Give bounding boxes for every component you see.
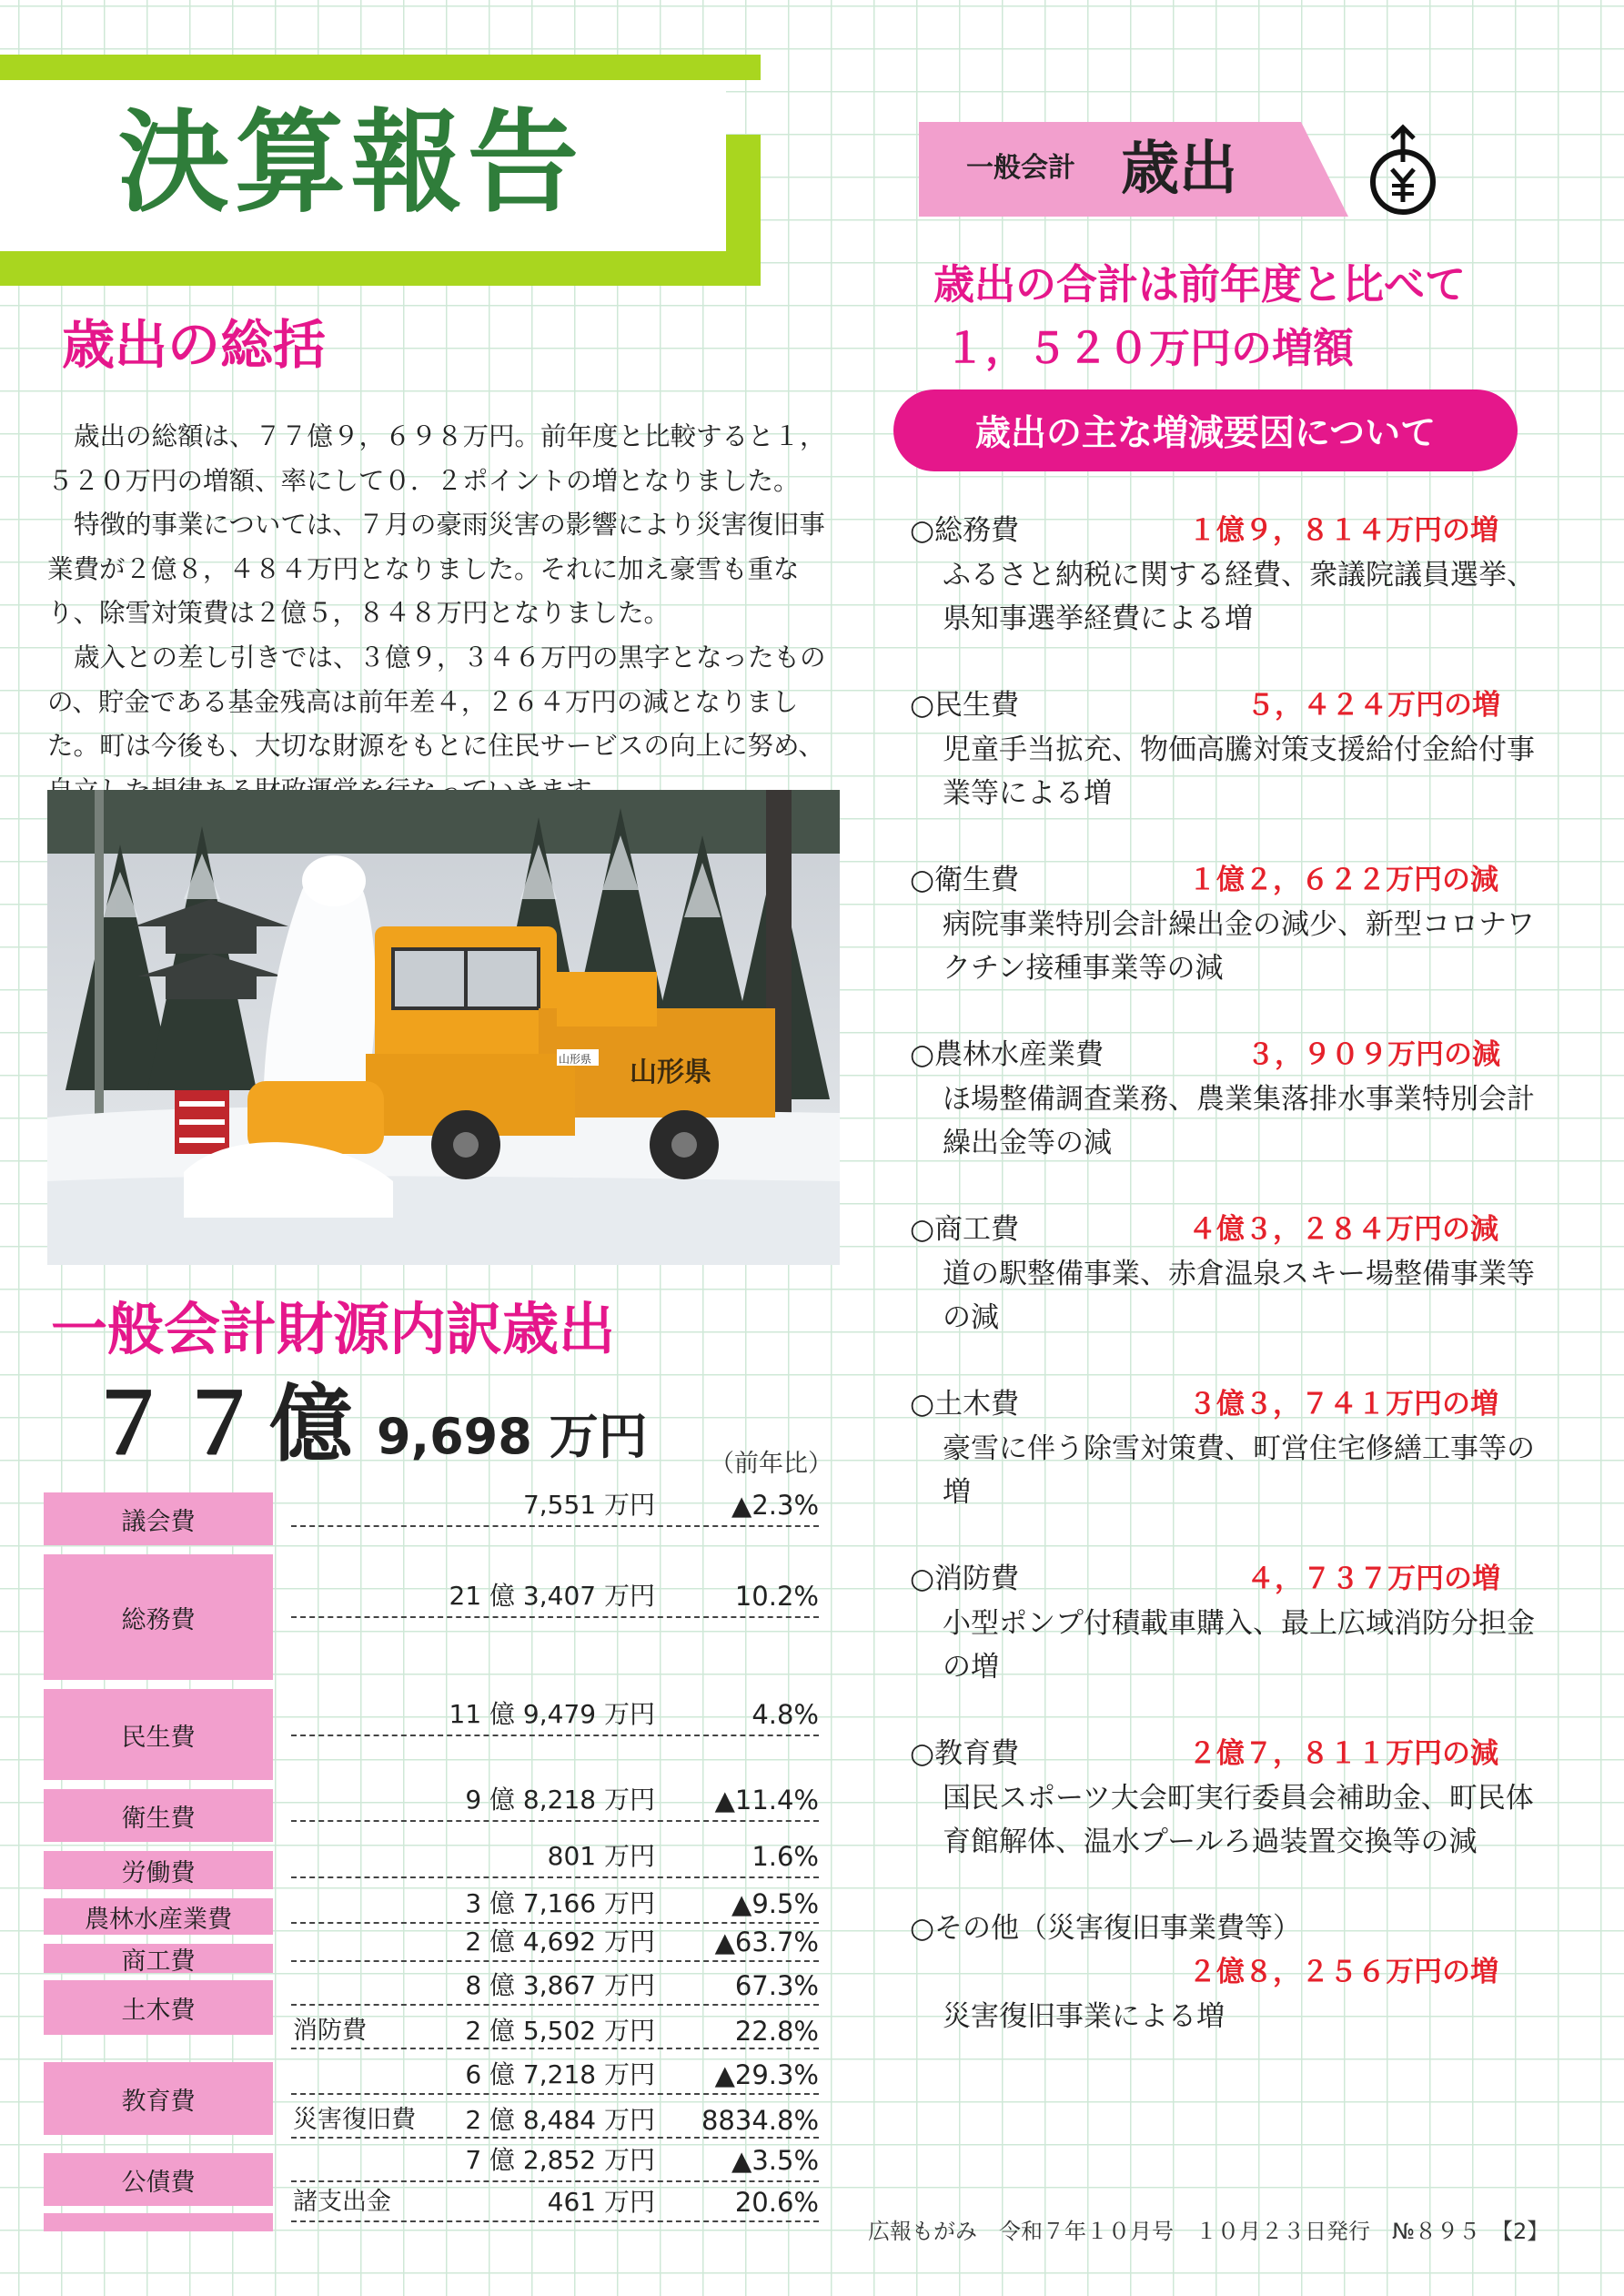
factors-title: 歳出の主な増減要因について xyxy=(893,389,1518,471)
row-amount: 801 万円 xyxy=(547,1841,655,1871)
title-frame-top xyxy=(0,55,761,80)
category-label-continuation xyxy=(44,2213,273,2231)
truck-sign: 山形県 xyxy=(630,1057,711,1088)
row-pct: 10.2% xyxy=(734,1581,819,1612)
row-amount: 461 万円 xyxy=(547,2187,655,2217)
factor-amount: ４，７３７万円の増 xyxy=(1246,1563,1500,1595)
row-amount: 3 億 7,166 万円 xyxy=(465,1888,655,1918)
factor-desc: ふるさと納税に関する経費、衆議院議員選挙、県知事選挙経費による増 xyxy=(943,559,1535,635)
total-sub: 9,698 万円 xyxy=(377,1408,648,1465)
factor-name: ○商工費 xyxy=(910,1213,1020,1246)
factor-desc: 児童手当拡充、物価高騰対策支援給付金給付事業等による増 xyxy=(943,733,1535,810)
breakdown-total xyxy=(87,1376,648,1473)
factor-desc: 病院事業特別会計繰出金の減少、新型コロナワクチン接種事業等の減 xyxy=(943,908,1535,985)
row-pct: 1.6% xyxy=(751,1841,819,1872)
row-pct: ▲63.7% xyxy=(714,1927,819,1957)
row-divider xyxy=(291,2220,819,2222)
snow-removal-photo xyxy=(47,790,840,1265)
expenditure-tab-small: 一般会計 xyxy=(966,152,1075,184)
row-amount: 11 億 9,479 万円 xyxy=(449,1699,655,1729)
factor-desc: 国民スポーツ大会町実行委員会補助金、町民体育館解体、温水プールろ過装置交換等の減 xyxy=(943,1782,1534,1858)
row-amount: 9 億 8,218 万円 xyxy=(465,1785,655,1815)
category-label: 衛生費 xyxy=(44,1789,273,1842)
row-divider xyxy=(291,2180,819,2182)
expenditure-tab-title: 歳出 xyxy=(1121,136,1237,203)
factor-desc: 災害復旧事業による増 xyxy=(943,2000,1225,2033)
factor-amount: ５，４２４万円の増 xyxy=(1246,689,1500,722)
factor-amount: １億９，８１４万円の増 xyxy=(1188,514,1498,547)
category-label: 総務費 xyxy=(44,1554,273,1680)
page-title: 決算報告 xyxy=(118,98,584,228)
summary-heading: 歳出の総括 xyxy=(62,314,327,376)
factor-amount: ２億７，８１１万円の減 xyxy=(1188,1737,1498,1770)
breakdown-heading: 一般会計財源内訳歳出 xyxy=(51,1296,616,1362)
row-amount: 2 億 5,502 万円 xyxy=(465,2016,655,2046)
snow-blower-illustration xyxy=(47,790,840,1265)
row-amount: 8 億 3,867 万円 xyxy=(465,1970,655,2000)
row-subcategory: 諸支出金 xyxy=(293,2188,391,2216)
total-main: ７７億 xyxy=(87,1376,361,1473)
factor-desc: ほ場整備調査業務、農業集落排水事業特別会計繰出金等の減 xyxy=(943,1083,1535,1159)
category-label: 商工費 xyxy=(44,1944,273,1973)
headline-line-1: 歳出の合計は前年度と比べて xyxy=(933,260,1467,308)
summary-text xyxy=(47,415,846,813)
factor-desc: 道の駅整備事業、赤倉温泉スキー場整備事業等の減 xyxy=(943,1258,1535,1334)
row-divider xyxy=(291,2004,819,2006)
category-label: 土木費 xyxy=(44,1980,273,2035)
summary-paragraph-1: 歳出の総額は、７７億９，６９８万円。前年度と比較すると１，５２０万円の増額、率にして０．２ポイントの増となりました。 xyxy=(47,421,826,496)
row-divider xyxy=(291,1525,819,1527)
factor-name: ○その他（災害復旧事業費等） xyxy=(910,1912,1302,1945)
category-label: 民生費 xyxy=(44,1689,273,1780)
row-subcategory: 消防費 xyxy=(293,2017,367,2045)
row-divider xyxy=(291,1735,819,1736)
expenditure-headline xyxy=(933,253,1466,380)
row-pct: 67.3% xyxy=(734,1970,819,2001)
row-amount: 7,551 万円 xyxy=(522,1490,655,1520)
factor-name: ○農林水産業費 xyxy=(910,1038,1105,1071)
category-label: 労働費 xyxy=(44,1851,273,1889)
factor-name: ○民生費 xyxy=(910,689,1020,722)
row-divider xyxy=(291,1960,819,1962)
row-divider xyxy=(291,2048,819,2049)
row-pct: 20.6% xyxy=(734,2187,819,2218)
factor-amount: ３億３，７４１万円の増 xyxy=(1188,1388,1498,1421)
title-frame-right xyxy=(726,135,761,251)
row-divider xyxy=(291,1876,819,1878)
factor-name: ○教育費 xyxy=(910,1737,1020,1770)
factor-amount: ３，９０９万円の減 xyxy=(1246,1038,1500,1071)
row-pct: ▲3.5% xyxy=(731,2145,819,2176)
row-divider xyxy=(291,2137,819,2139)
row-pct: ▲11.4% xyxy=(714,1785,819,1816)
category-label: 教育費 xyxy=(44,2062,273,2135)
factor-amount: ２億８，２５６万円の増 xyxy=(1188,1956,1498,1988)
row-amount: 2 億 8,484 万円 xyxy=(465,2105,655,2135)
row-amount: 2 億 4,692 万円 xyxy=(465,1927,655,1957)
summary-paragraph-3: 歳入との差し引きでは、３億９，３４６万円の黒字となったものの、貯金である基金残高は前年差４，２６４万円の減となりました。町は今後も、大切な財源をもとに住民サービスの向上に努め、 xyxy=(47,642,826,762)
row-pct: 8834.8% xyxy=(701,2105,819,2136)
factor-desc: 小型ポンプ付積載車購入、最上広域消防分担金の増 xyxy=(943,1607,1535,1684)
row-subcategory: 災害復旧費 xyxy=(293,2106,416,2134)
footer-publication-info: 広報もがみ 令和７年１０月号 １０月２３日発行 №８９５ 【2】 xyxy=(868,2219,1549,2244)
row-pct: ▲29.3% xyxy=(714,2059,819,2090)
factor-name: ○衛生費 xyxy=(910,864,1020,896)
factor-desc: 豪雪に伴う除雪対策費、町営住宅修繕工事等の増 xyxy=(943,1432,1535,1509)
row-pct: ▲9.5% xyxy=(731,1888,819,1919)
row-amount: 21 億 3,407 万円 xyxy=(449,1581,655,1611)
yen-up-arrow-icon xyxy=(1367,122,1439,222)
row-pct: ▲2.3% xyxy=(731,1490,819,1521)
row-pct: 4.8% xyxy=(751,1699,819,1730)
factor-name: ○総務費 xyxy=(910,514,1020,547)
category-label: 公債費 xyxy=(44,2153,273,2206)
yoy-note: （前年比） xyxy=(710,1450,832,1478)
factor-amount: １億２，６２２万円の減 xyxy=(1188,864,1498,896)
title-frame-bottom xyxy=(0,251,761,286)
factor-name: ○消防費 xyxy=(910,1563,1020,1595)
row-amount: 6 億 7,218 万円 xyxy=(465,2059,655,2089)
headline-line-2: １，５２０万円の増額 xyxy=(944,324,1355,372)
row-pct: 22.8% xyxy=(734,2016,819,2047)
row-divider xyxy=(291,2093,819,2095)
factor-amount: ４億３，２８４万円の減 xyxy=(1188,1213,1498,1246)
row-amount: 7 億 2,852 万円 xyxy=(465,2145,655,2175)
factor-name: ○土木費 xyxy=(910,1388,1020,1421)
row-divider xyxy=(291,1616,819,1618)
category-label: 農林水産業費 xyxy=(44,1898,273,1935)
truck-plate: 山形県 xyxy=(559,1053,592,1066)
row-divider xyxy=(291,1820,819,1822)
summary-paragraph-2: 特徴的事業については、７月の豪雨災害の影響により災害復旧事業費が２億８，４８４万円となりました。それに加え豪雪も重なり、除雪対策費は２億５，８４８万円となりました。 xyxy=(47,510,825,629)
category-label: 議会費 xyxy=(44,1492,273,1545)
row-divider xyxy=(291,1922,819,1924)
